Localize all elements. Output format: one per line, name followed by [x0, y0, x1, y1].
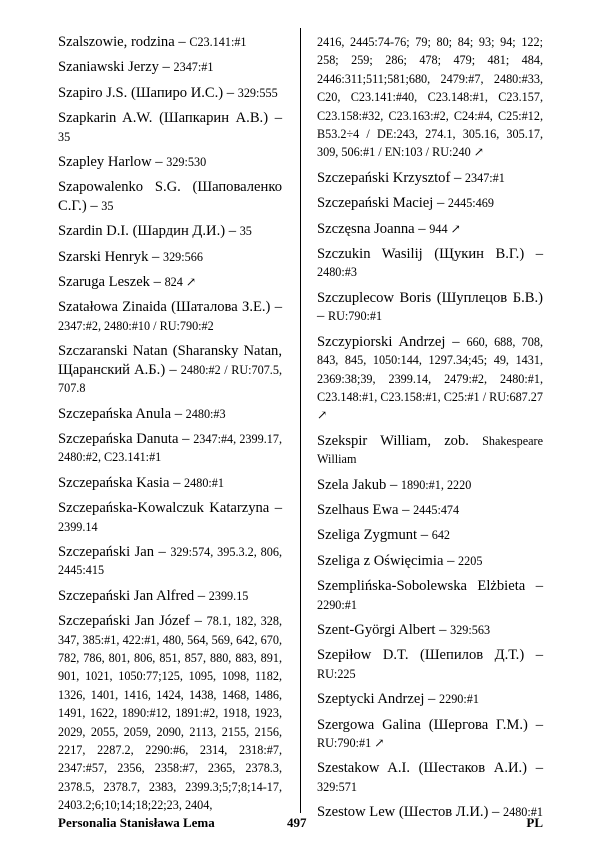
- entry-references: 2480:#1: [184, 475, 224, 490]
- entry-name: Szepiłow D.T. (Шепилов Д.Т.) –: [317, 647, 543, 664]
- entry-references: 2445:469: [447, 196, 494, 211]
- entry-name: Szapley Harlow –: [58, 154, 163, 171]
- index-entry: [58, 84, 282, 102]
- entry-references: C23.141:#1: [189, 35, 247, 49]
- entry-name: Szczaranski Natan (Sharansky Natan, Щаранский А.Б.) –: [58, 343, 282, 378]
- entry-name: Szczepańska Kasia –: [58, 474, 181, 491]
- index-entry: [317, 526, 543, 544]
- entry-name: Szela Jakub –: [317, 476, 398, 493]
- entry-references: 35: [239, 224, 252, 239]
- index-entry: [58, 543, 282, 580]
- entry-name: Szczypiorski Andrzej –: [317, 333, 460, 350]
- entry-references: 2480:#2 / RU:707.5, 707.8: [58, 362, 282, 396]
- entry-name: Szczuplecow Boris (Шуплецов Б.В.) –: [317, 289, 543, 325]
- page-footer: [58, 815, 543, 833]
- entry-references: 329:563: [450, 622, 491, 637]
- index-entry: [317, 501, 543, 519]
- index-entry: [58, 474, 282, 492]
- entry-name: Szaniawski Jerzy –: [58, 59, 170, 76]
- footer-title: Personalia Stanisława Lema: [58, 815, 215, 830]
- index-entry: [58, 342, 282, 397]
- index-entry: [317, 432, 543, 469]
- page-number: 497: [287, 815, 307, 830]
- index-entry: [58, 33, 282, 51]
- index-entry: [58, 109, 282, 146]
- entry-references: 824 ↗: [164, 275, 197, 290]
- entry-references: RU:790:#1 ↗: [317, 736, 385, 750]
- entry-name: Szczepański Maciej –: [317, 195, 445, 212]
- index-entry: [58, 587, 282, 605]
- index-entry: [58, 405, 282, 423]
- entry-name: Szestow Lew (Шестов Л.И.) –: [317, 804, 500, 821]
- index-entry: [317, 690, 543, 708]
- entry-name: Szalszowie, rodzina –: [58, 34, 186, 50]
- entry-references: 2480:#3: [185, 406, 226, 421]
- index-entry: [58, 298, 282, 335]
- index-entry: [58, 273, 282, 291]
- entry-references: 2416, 2445:74-76; 79; 80; 84; 93; 94; 122; 258; 259; 286; 478; 479; 481; 484, 2446:311;511;581;680, 2479:#7, 2480:#33, C20, C23.141:#40, C23.148:#1, C23.157, C23.158:#32, C23.163:#2, C24:#4, C25:#12, B53.2÷4 / DE:243, 274.1, 305.16, 305.17, 309, 506:#1 / EN:103 / RU:240 ↗: [317, 35, 543, 160]
- entry-name: Szczęsna Joanna –: [317, 220, 426, 237]
- index-entry: [317, 476, 543, 494]
- entry-references: 35: [58, 129, 71, 144]
- entry-references: RU:790:#1: [327, 309, 383, 324]
- language-code: PL: [526, 815, 543, 830]
- entry-references: 944 ↗: [429, 221, 461, 236]
- index-entry: [317, 621, 543, 639]
- entry-references: 329:571: [317, 779, 357, 794]
- entry-name: Szarski Henryk –: [58, 248, 160, 265]
- column-divider: [300, 28, 301, 813]
- index-entry: [317, 552, 543, 570]
- index-entry: [58, 430, 282, 467]
- index-entry: [58, 222, 282, 240]
- entry-references: Shakespeare William: [317, 433, 543, 467]
- entry-name: Szestakow A.I. (Шестаков А.И.) –: [317, 760, 543, 777]
- entry-references: 642: [431, 528, 450, 543]
- entry-name: Szczepańska Danuta –: [58, 430, 190, 447]
- index-entry: [317, 577, 543, 614]
- entry-references: 78.1, 182, 328, 347, 385:#1, 422:#1, 480, 564, 569, 642, 670, 782, 786, 801, 806, 851, 857, 880, 883, 891, 901, 1021, 1050:77;125, 1095, 1098, 1182, 1326, 1401, 1416, 1424, 1438, 1468, 1486, 1491, 1622, 1890:#12, 1891:#2, 1918, 1923, 2029, 2055, 2059, 2090, 2113, 2155, 2156, 2217, 2287.2, 2290:#6, 2314, 2318:#7, 2347:#57, 2356, 2358:#7, 2365, 2378.3, 2378.5, 2378.7, 2383, 2399.3;5;7;8;14-17, 2403.2;6;10;14;18;22;23, 2404,: [58, 614, 282, 813]
- entry-name: Szeptycki Andrzej –: [317, 691, 436, 708]
- entry-references: 660, 688, 708, 843, 845, 1050:144, 1297.34;45; 49, 1431, 2369:38;39, 2399.14, 2479:#2, 2480:#1, C23.148:#1, C23.158:#1, C25:#1 / RU:687.27 ↗: [317, 334, 543, 423]
- entry-name: Szczepańska Anula –: [58, 405, 183, 422]
- entry-references: 2347:#4, 2399.17, 2480:#2, C23.141:#1: [58, 431, 282, 465]
- entry-references: 2290:#1: [317, 597, 357, 612]
- index-entry: [317, 333, 543, 425]
- index-entry: [317, 169, 543, 187]
- index-entry: [317, 289, 543, 326]
- entry-name: Szardin D.I. (Шардин Д.И.) –: [58, 223, 237, 240]
- entry-references: 2445:474: [413, 502, 460, 517]
- index-entry: [58, 58, 282, 76]
- entry-references: 35: [101, 198, 114, 213]
- entry-references: 329:555: [237, 85, 278, 100]
- entry-name: Szczepański Jan –: [58, 543, 166, 560]
- entry-references: 2347:#2, 2480:#10 / RU:790:#2: [58, 318, 214, 333]
- entry-references: 2480:#1: [503, 805, 543, 820]
- entry-name: Szaruga Leszek –: [58, 274, 161, 291]
- entry-references: 329:566: [162, 249, 203, 264]
- entry-name: Szczepańska-Kowalczuk Katarzyna –: [58, 500, 282, 517]
- entry-name: Szent-Györgi Albert –: [317, 621, 447, 638]
- entry-references: 1890:#1, 2220: [400, 477, 472, 492]
- right-column: [317, 33, 543, 829]
- entry-name: Szczepański Krzysztof –: [317, 169, 462, 186]
- index-entry: [317, 245, 543, 282]
- entry-name: Szczepański Jan Józef –: [58, 613, 202, 630]
- entry-references: 329:574, 395.3.2, 806, 2445:415: [58, 544, 282, 578]
- entry-name: Szapkarin A.W. (Шапкарин А.В.) –: [58, 110, 282, 127]
- entry-references: 2290:#1: [439, 692, 479, 707]
- entry-name: Szczepański Jan Alfred –: [58, 587, 206, 604]
- index-entry: [317, 716, 543, 753]
- entry-references: 2399.15: [208, 588, 249, 603]
- entry-name: Szapowalenko S.G. (Шаповаленко С.Г.) –: [58, 179, 282, 214]
- entry-references: 329:530: [166, 155, 207, 170]
- entry-name: Szczukin Wasilij (Щукин В.Г.) –: [317, 246, 543, 263]
- index-entry: [317, 646, 543, 683]
- entry-references: 2480:#3: [317, 265, 357, 280]
- entry-references: 2399.14: [58, 519, 98, 534]
- index-entry: [58, 612, 282, 814]
- index-entry: [317, 194, 543, 212]
- entry-name: Szeliga z Oświęcimia –: [317, 552, 455, 569]
- entry-name: Szapiro J.S. (Шапиро И.С.) –: [58, 84, 235, 101]
- entry-references: 2205: [458, 553, 483, 568]
- entry-references: 2347:#1: [464, 170, 505, 185]
- index-entry: [58, 153, 282, 171]
- index-entry: [58, 499, 282, 536]
- index-entry: [317, 759, 543, 796]
- entry-name: Szemplińska-Sobolewska Elżbieta –: [317, 578, 543, 595]
- index-entry: [317, 33, 543, 162]
- entry-name: Szekspir William, zob.: [317, 432, 469, 449]
- left-column: [58, 33, 282, 822]
- entry-name: Szelhaus Ewa –: [317, 501, 410, 518]
- index-entry: [317, 220, 543, 238]
- entry-name: Szeliga Zygmunt –: [317, 527, 429, 544]
- entry-name: Szergowa Galina (Шергова Г.М.) –: [317, 716, 543, 733]
- entry-name: Szatałowa Zinaida (Шаталова З.Е.) –: [58, 299, 282, 316]
- index-entry: [58, 248, 282, 266]
- index-entry: [58, 178, 282, 215]
- entry-references: RU:225: [317, 666, 356, 681]
- entry-references: 2347:#1: [173, 60, 214, 75]
